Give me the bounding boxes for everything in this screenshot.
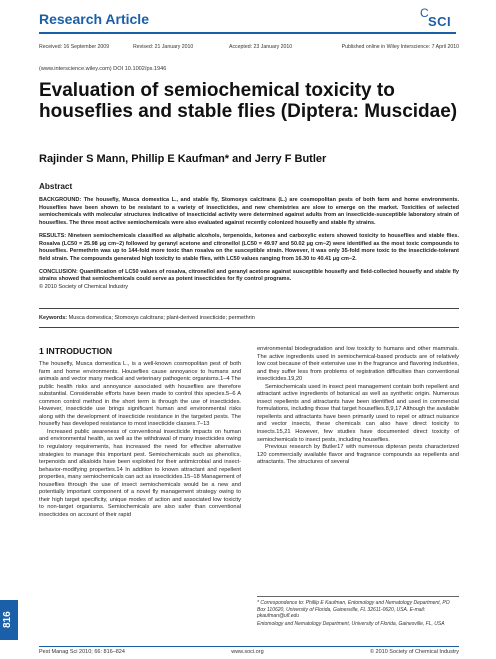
- doi-link[interactable]: (www.interscience.wiley.com) DOI 10.1002/ps.1946: [39, 66, 167, 72]
- abstract-divider: [39, 308, 459, 309]
- published-date: Published online in Wiley Interscience: 7 April 2010: [341, 44, 459, 50]
- abstract-results: [39, 233, 459, 264]
- left-column: [39, 361, 241, 519]
- abstract-background: [39, 197, 459, 228]
- section-label: Research Article: [39, 11, 149, 27]
- header-rule: [39, 32, 456, 34]
- journal-website[interactable]: www.soci.org: [231, 649, 264, 655]
- footnote-divider: [257, 596, 459, 597]
- page-footer: [39, 649, 459, 655]
- article-authors: Rajinder S Mann, Phillip E Kaufman* and Jerry F Butler: [39, 153, 327, 165]
- received-date: Received: 16 September 2009: [39, 44, 110, 50]
- introduction-heading: 1 INTRODUCTION: [39, 346, 113, 356]
- page-number: 816: [2, 611, 13, 628]
- conclusion-text: Quantification of LC50 values of rosalva, citronellol and geranyl acetone against susceptible housefly and field-collected housefly and stable fly strains showed that semiochemicals could serve as potent insecticides for fly control programs.: [39, 268, 459, 283]
- abstract-body: [39, 197, 459, 297]
- intro-paragraph-1: The housefly, Musca domestica L., is a well-known cosmopolitan pest of both farm and home environments. Houseflies cause annoyance to humans and animals and vector many medical and veterinary pathogenic organisms.1–4 The public health risks and annoyance associated with houseflies are therefore substantial. Considerable efforts have been made to control this species.5–6 A common control method in the short term is through the use of insecticides. However, insecticide use brings significant human and environmental risks along with the development of insecticide resistance in the targeted pests. The housefly has developed resistance to most insecticide classes.7–13: [39, 361, 241, 428]
- background-text: The housefly, Musca domestica L., and stable fly, Stomoxys calcitrans (L.) are cosmopolitan pests of both farm and home environments. Houseflies have been shown to be resistant to a variety of insecticides, and new chemistries are slow to emerge on the market. Toxicities of selected semiochemicals with molecular structures indicative of insecticidal activity were determined against adults from an insecticide-susceptible laboratory strain of houseflies. The three most active semiochemicals were also evaluated against recently colonized housefly and stable fly strains.: [39, 197, 459, 227]
- accepted-date: Accepted: 23 January 2010: [229, 44, 293, 50]
- background-label: BACKGROUND:: [39, 197, 82, 203]
- right-column: [257, 346, 459, 467]
- abstract-heading: Abstract: [39, 182, 73, 191]
- revised-date: Revised: 21 January 2010: [133, 44, 194, 50]
- results-text: Nineteen semiochemicals classified as aliphatic alcohols, terpenoids, ketones and carboxylic esters showed toxicity to houseflies and stable flies. Rosalva (LC50 = 25.98 μg cm−2) followed by geranyl acetone and citronellol (LC50 = 49.97 and 50.02 μg cm−2) were identified as the most toxic compounds to houseflies. Permethrin was up to 144-fold more toxic than rosalva on the susceptible strain. However, it was only 35-fold more toxic to the insecticide-tolerant field strain. The compounds generated high toxicity to stable flies, with LC50 values ranging from 16.30 to 40.41 μg cm−2.: [39, 232, 459, 262]
- keywords-text: Musca domestica; Stomoxys calcitrans; plant-derived insecticide; permethrin: [67, 315, 255, 321]
- intro-paragraph-3: environmental biodegradation and low toxicity to humans and other mammals. The active ingredients used in semiochemical-based products are of relatively low cost because of their extensive use in the fragrance and flavoring industries, and they suffer less from problems of registration difficulties than conventional insecticides.19,20: [257, 346, 459, 383]
- conclusion-label: CONCLUSION:: [39, 268, 78, 275]
- keywords-line: [39, 315, 255, 321]
- affiliation-footnote: Entomology and Nematology Department, University of Florida, Gainesville, FL, USA: [257, 621, 445, 627]
- abstract-conclusion: [39, 269, 459, 292]
- page-number-tab: [0, 600, 18, 640]
- journal-header: [0, 0, 496, 40]
- journal-citation: Pest Manag Sci 2010; 66: 816–824: [39, 649, 125, 655]
- intro-paragraph-5: Previous research by Butler17 with numerous dipteran pests characterized 120 commercially available flavor and fragrance compounds as repellents and attractants. The structures of several: [257, 444, 459, 466]
- logo-mark: C: [420, 6, 429, 20]
- intro-paragraph-4: Semiochemicals used in insect pest management contain both repellent and attractant active ingredients of botanical as well as synthetic origin. Numerous insect repellents and attractants have been identified and used in commercial formulations, including those that target houseflies.8,9,17 Although the available repellents and attractants have been primarily used to repel or attract nuisance and vector insects, these chemicals can also have direct toxicity to insects.15,21 However, few studies have documented direct toxicity of semiochemicals to insect pests, including houseflies.: [257, 383, 459, 443]
- intro-paragraph-2: Increased public awareness of conventional insecticide impacts on human and environmental health, as well as the withdrawal of many insecticides owing to regulatory requirements, has increased the need for effective alternative strategies to manage this important pest. Semiochemicals such as phenolics, terpenoids and alkaloids have been exploited for their antimicrobial and insect-behavior-modifying properties.14 In addition to known attractant and repellent properties, many semiochemicals can act as insecticides.15–18 Management of houseflies through the use of insect semiochemicals would be a new and potentially important component of a novel fly management strategy owing to their high target specificity, unique modes of action and associated low toxicity to non-target organisms. Semiochemicals are also safer than conventional insecticides on account of their rapid: [39, 428, 241, 518]
- correspondence-footnote: * Correspondence to: Phillip E Kaufman, Entomology and Nematology Department, PO Box 110620, University of Florida, Gainesville, FL 32611-0620, USA. E-mail: pkaufman@ufl.edu: [257, 600, 450, 620]
- keywords-divider: [39, 327, 459, 328]
- sci-logo: [420, 6, 460, 32]
- article-dates: [39, 44, 459, 50]
- keywords-label: Keywords:: [39, 315, 68, 321]
- logo-text: SCI: [428, 14, 452, 29]
- footer-copyright: © 2010 Society of Chemical Industry: [369, 649, 459, 655]
- article-title: Evaluation of semiochemical toxicity to houseflies and stable flies (Diptera: Muscidae): [39, 80, 458, 122]
- abstract-copyright: © 2010 Society of Chemical Industry: [39, 284, 129, 291]
- footer-rule: [39, 646, 459, 647]
- results-label: RESULTS:: [39, 232, 67, 239]
